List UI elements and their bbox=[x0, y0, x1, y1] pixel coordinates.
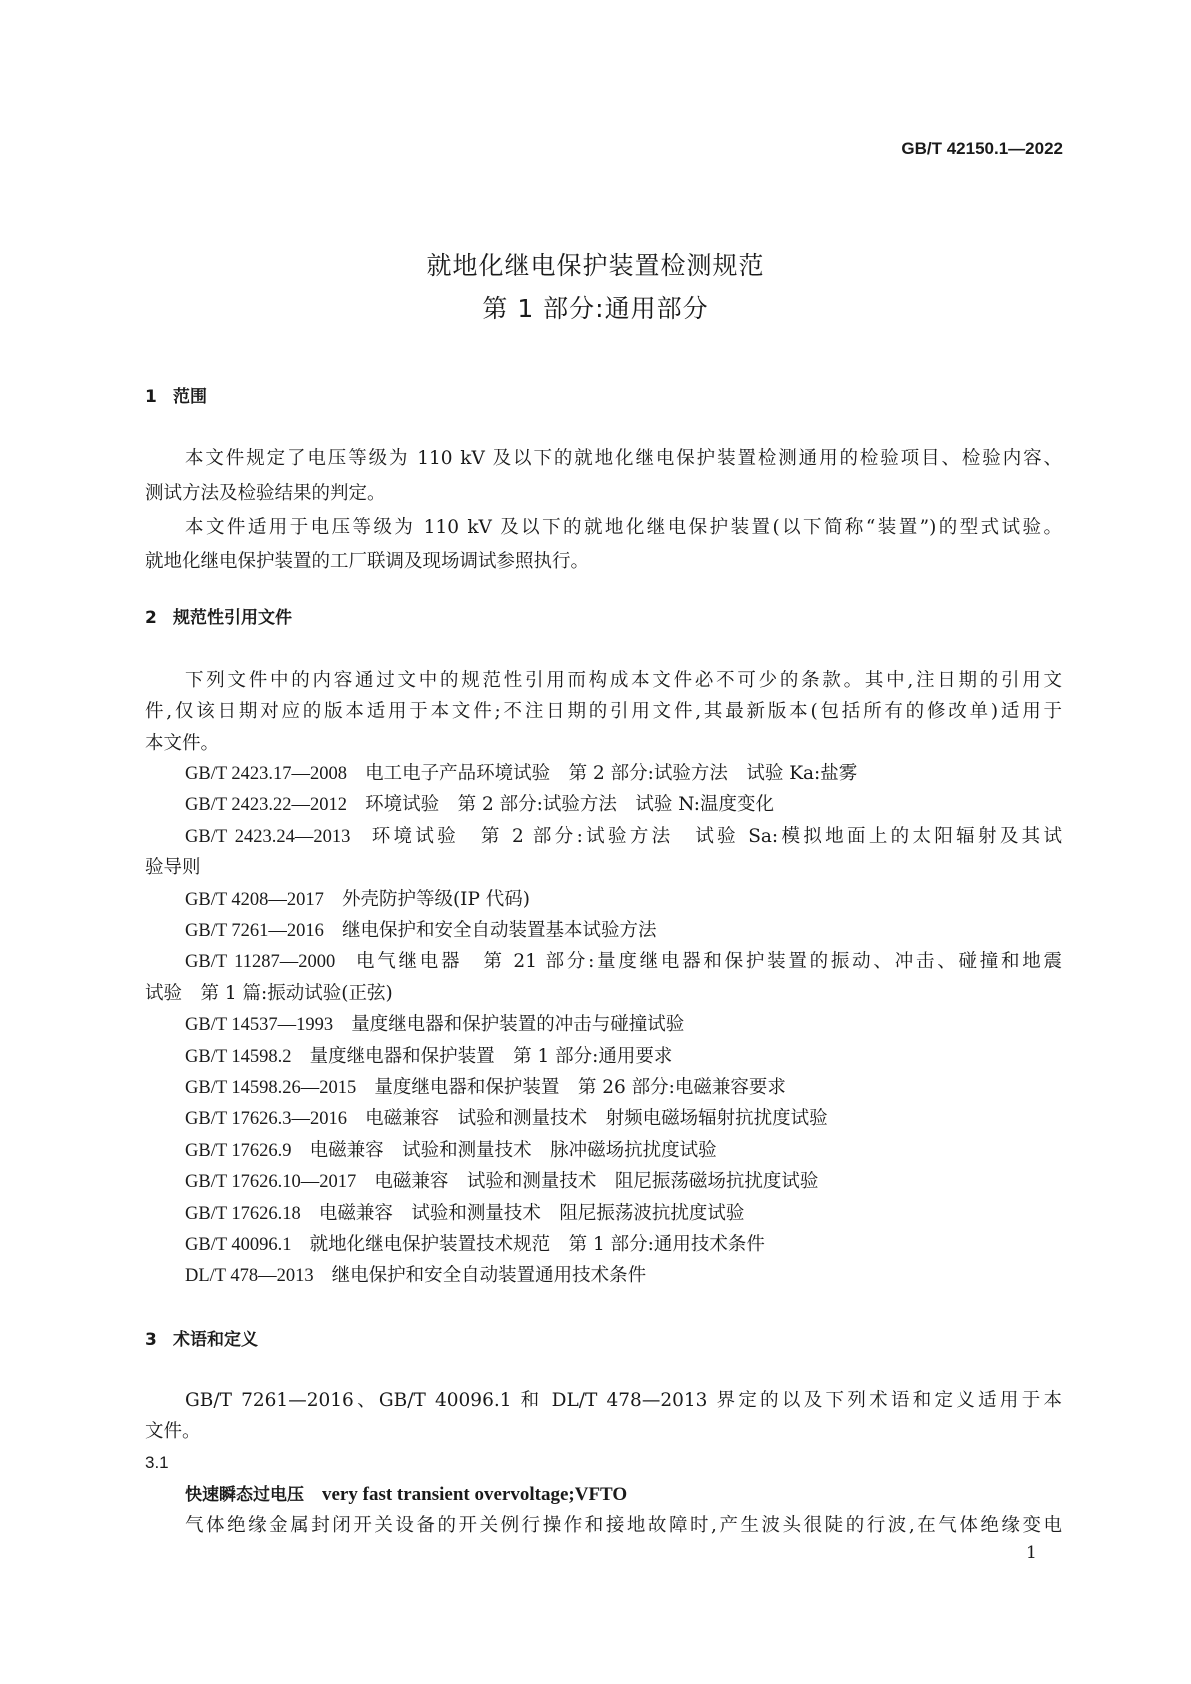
paragraph-line: 本文件。 bbox=[145, 733, 220, 754]
reference-title: 继电保护和安全自动装置通用技术条件 bbox=[331, 1265, 647, 1286]
reference-code: GB/T 14598.2 bbox=[185, 1047, 292, 1067]
reference-title: 电磁兼容 试验和测量技术 射频电磁场辐射抗扰度试验 bbox=[365, 1108, 828, 1129]
reference-item bbox=[185, 1106, 1062, 1132]
reference-item bbox=[185, 887, 1062, 913]
reference-item bbox=[185, 761, 1062, 787]
reference-code: GB/T 17626.10—2017 bbox=[185, 1172, 357, 1192]
paragraph-line: 件,仅该日期对应的版本适用于本文件;不注日期的引用文件,其最新版本(包括所有的修改单)适用于 bbox=[145, 701, 1062, 722]
reference-title-continuation: 验导则 bbox=[145, 857, 201, 878]
reference-title: 就地化继电保护装置技术规范 第 1 部分:通用技术条件 bbox=[309, 1234, 765, 1255]
reference-code: GB/T 17626.9 bbox=[185, 1141, 292, 1161]
reference-title: 量度继电器和保护装置 第 1 部分:通用要求 bbox=[309, 1046, 673, 1067]
reference-item bbox=[185, 1075, 1062, 1101]
reference-title: 电工电子产品环境试验 第 2 部分:试验方法 试验 Ka:盐雾 bbox=[365, 763, 858, 784]
section-title: 范围 bbox=[173, 387, 207, 407]
section-number: 1 bbox=[145, 387, 157, 407]
reference-title: 电磁兼容 试验和测量技术 脉冲磁场抗扰度试验 bbox=[309, 1140, 717, 1161]
paragraph-line: 本文件规定了电压等级为 110 kV 及以下的就地化继电保护装置检测通用的检验项目、检验内容、 bbox=[185, 448, 1062, 469]
reference-item bbox=[185, 824, 1062, 850]
reference-item bbox=[185, 1138, 1062, 1164]
reference-item bbox=[185, 1169, 1062, 1195]
reference-item bbox=[185, 918, 1062, 944]
reference-code: GB/T 11287—2000 bbox=[185, 952, 336, 972]
paragraph-line: GB/T 7261—2016、GB/T 40096.1 和 DL/T 478—2013 界定的以及下列术语和定义适用于本 bbox=[185, 1390, 1062, 1411]
reference-item bbox=[185, 792, 1062, 818]
reference-item bbox=[185, 1201, 1062, 1227]
reference-title: 量度继电器和保护装置的冲击与碰撞试验 bbox=[351, 1014, 685, 1035]
reference-title: 环境试验 第 2 部分:试验方法 试验 N:温度变化 bbox=[365, 794, 774, 815]
reference-code: GB/T 7261—2016 bbox=[185, 921, 324, 941]
document-subtitle: 第 1 部分:通用部分 bbox=[482, 294, 709, 323]
reference-title: 电磁兼容 试验和测量技术 阻尼振荡波抗扰度试验 bbox=[318, 1203, 745, 1224]
reference-item bbox=[185, 1012, 1062, 1038]
paragraph-line: 文件。 bbox=[145, 1421, 201, 1442]
reference-title: 电气继电器 第 21 部分:量度继电器和保护装置的振动、冲击、碰撞和地震 bbox=[353, 951, 1062, 972]
reference-code: GB/T 14537—1993 bbox=[185, 1015, 334, 1035]
reference-code: GB/T 2423.17—2008 bbox=[185, 764, 348, 784]
reference-code: GB/T 40096.1 bbox=[185, 1235, 292, 1255]
reference-code: GB/T 4208—2017 bbox=[185, 890, 324, 910]
definition-line: 气体绝缘金属封闭开关设备的开关例行操作和接地故障时,产生波头很陡的行波,在气体绝缘变电 bbox=[185, 1515, 1062, 1536]
section-1-heading bbox=[145, 384, 1062, 410]
document-title: 就地化继电保护装置检测规范 bbox=[426, 251, 765, 280]
reference-item bbox=[185, 949, 1062, 975]
term-entry bbox=[185, 1482, 1062, 1508]
reference-code: GB/T 17626.18 bbox=[185, 1204, 301, 1224]
reference-title: 外壳防护等级(IP 代码) bbox=[341, 889, 531, 910]
page-number: 1 bbox=[1026, 1543, 1037, 1563]
reference-item bbox=[185, 1232, 1062, 1258]
reference-code: GB/T 2423.24—2013 bbox=[185, 827, 351, 847]
reference-title: 继电保护和安全自动装置基本试验方法 bbox=[341, 920, 657, 941]
section-3-heading bbox=[145, 1327, 1062, 1353]
reference-code: GB/T 14598.26—2015 bbox=[185, 1078, 357, 1098]
standard-number: GB/T 42150.1—2022 bbox=[901, 139, 1063, 158]
paragraph-line: 测试方法及检验结果的判定。 bbox=[145, 483, 386, 504]
section-title: 规范性引用文件 bbox=[173, 608, 292, 628]
term-english: very fast transient overvoltage;VFTO bbox=[322, 1484, 628, 1505]
reference-code: GB/T 17626.3—2016 bbox=[185, 1109, 348, 1129]
reference-title: 电磁兼容 试验和测量技术 阻尼振荡磁场抗扰度试验 bbox=[374, 1171, 819, 1192]
reference-title: 环境试验 第 2 部分:试验方法 试验 Sa:模拟地面上的太阳辐射及其试 bbox=[368, 826, 1062, 847]
reference-code: GB/T 2423.22—2012 bbox=[185, 795, 348, 815]
section-number: 2 bbox=[145, 608, 157, 628]
reference-code: DL/T 478—2013 bbox=[185, 1266, 314, 1286]
section-title: 术语和定义 bbox=[173, 1330, 258, 1350]
section-number: 3 bbox=[145, 1330, 157, 1350]
reference-title: 量度继电器和保护装置 第 26 部分:电磁兼容要求 bbox=[374, 1077, 786, 1098]
term-chinese: 快速瞬态过电压 bbox=[185, 1485, 304, 1505]
reference-title-continuation: 试验 第 1 篇:振动试验(正弦) bbox=[145, 983, 393, 1004]
reference-item bbox=[185, 1044, 1062, 1070]
paragraph-line: 本文件适用于电压等级为 110 kV 及以下的就地化继电保护装置(以下简称“装置”)的型式试验。 bbox=[185, 517, 1062, 538]
reference-item bbox=[185, 1263, 1062, 1289]
clause-number: 3.1 bbox=[145, 1453, 169, 1472]
paragraph-line: 下列文件中的内容通过文中的规范性引用而构成本文件必不可少的条款。其中,注日期的引用文 bbox=[185, 670, 1062, 691]
section-2-heading bbox=[145, 605, 1062, 631]
paragraph-line: 就地化继电保护装置的工厂联调及现场调试参照执行。 bbox=[145, 551, 590, 572]
